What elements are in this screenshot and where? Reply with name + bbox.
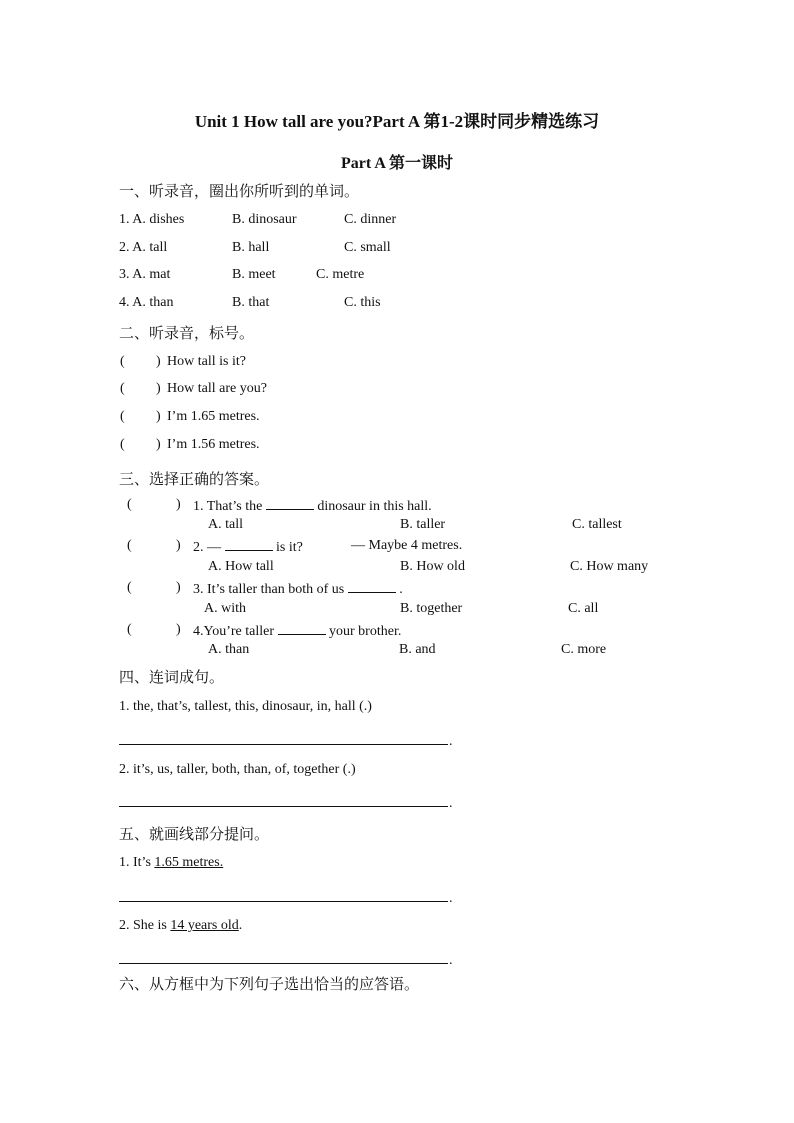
s2-item-3: I’m 1.65 metres.	[167, 409, 260, 424]
s3-q1-post: dinosaur in this hall.	[317, 499, 432, 514]
page-title: Unit 1 How tall are you?Part A 第1-2课时同步精选练习	[194, 112, 600, 131]
s3-q2-option-c: C. How many	[570, 559, 649, 574]
s4-item-1: 1. the, that’s, tallest, this, dinosaur, in, hall (.)	[119, 699, 372, 714]
s4-answer-period-2: .	[449, 796, 453, 811]
s2-paren-open-1: (	[120, 354, 125, 369]
section-4-heading: 四、连词成句。	[119, 668, 225, 686]
s3-q1-option-b: B. taller	[400, 517, 446, 532]
s5-item-1-underlined: 1.65 metres.	[154, 855, 224, 870]
s3-q4-paren-open: (	[127, 622, 132, 637]
s1-row3-b: B. meet	[232, 267, 276, 282]
s5-item-2-underlined: 14 years old	[170, 918, 239, 933]
s3-q3-option-b: B. together	[400, 601, 463, 616]
s5-answer-period-1: .	[449, 891, 453, 906]
s2-paren-open-2: (	[120, 381, 125, 396]
s4-answer-line-2[interactable]	[119, 806, 448, 807]
section-5-heading: 五、就画线部分提问。	[119, 825, 270, 843]
s5-item-2	[119, 918, 242, 934]
s5-answer-period-2: .	[449, 953, 453, 968]
s3-q3-paren-close: )	[176, 580, 181, 595]
s3-q3-option-c: C. all	[568, 601, 599, 616]
s4-answer-period-1: .	[449, 734, 453, 749]
s3-q2-post: is it?	[276, 540, 303, 555]
s3-q4-paren-close: )	[176, 622, 181, 637]
s1-row2-c: C. small	[344, 240, 391, 255]
s3-q3-paren-open: (	[127, 580, 132, 595]
s3-q1-pre: 1. That’s the	[193, 499, 263, 514]
s2-item-4: I’m 1.56 metres.	[167, 437, 260, 452]
s3-q1-paren-close: )	[176, 497, 181, 512]
s1-row1-c: C. dinner	[344, 212, 397, 227]
s3-q2-pre: 2. —	[193, 540, 221, 555]
section-2-heading: 二、听录音，标号。	[119, 324, 255, 342]
s5-item-2-pre: 2. She is	[119, 918, 167, 933]
s3-q4-stem	[193, 622, 401, 640]
s1-row4-b: B. that	[232, 295, 270, 310]
s3-q4-post: your brother.	[329, 624, 402, 639]
s2-paren-close-3: )	[156, 409, 161, 424]
s1-row1-b: B. dinosaur	[232, 212, 297, 227]
s3-q3-pre: 3. It’s taller than both of us	[193, 582, 345, 597]
s3-q2-blank[interactable]	[225, 538, 273, 551]
section-1-heading: 一、听录音，圈出你所听到的单词。	[119, 182, 360, 200]
s3-q2-option-a: A. How tall	[208, 559, 274, 574]
s3-q2-stem	[193, 538, 303, 556]
s1-row4-c: C. this	[344, 295, 381, 310]
page-subtitle: Part A 第一课时	[341, 155, 453, 172]
section-6-heading: 六、从方框中为下列句子选出恰当的应答语。	[119, 975, 420, 993]
s1-row2-b: B. hall	[232, 240, 270, 255]
s3-q1-option-c: C. tallest	[572, 517, 622, 532]
s2-item-2: How tall are you?	[167, 381, 267, 396]
s1-row2-a: 2. A. tall	[119, 240, 168, 255]
s3-q2-paren-close: )	[176, 538, 181, 553]
s3-q4-blank[interactable]	[278, 622, 326, 635]
s3-q4-option-a: A. than	[208, 642, 250, 657]
s3-q3-option-a: A. with	[204, 601, 246, 616]
s2-paren-close-1: )	[156, 354, 161, 369]
s5-item-1-pre: 1. It’s	[119, 855, 151, 870]
s3-q1-paren-open: (	[127, 497, 132, 512]
s3-q1-blank[interactable]	[266, 497, 314, 510]
s5-answer-line-1[interactable]	[119, 901, 448, 902]
s2-paren-open-3: (	[120, 409, 125, 424]
s1-row4-a: 4. A. than	[119, 295, 174, 310]
s2-paren-close-2: )	[156, 381, 161, 396]
s5-item-1	[119, 855, 223, 871]
s2-item-1: How tall is it?	[167, 354, 246, 369]
s2-paren-close-4: )	[156, 437, 161, 452]
s3-q3-post: .	[399, 582, 403, 597]
s4-answer-line-1[interactable]	[119, 744, 448, 745]
s3-q2-paren-open: (	[127, 538, 132, 553]
s1-row3-c: C. metre	[316, 267, 365, 282]
s3-q4-option-b: B. and	[399, 642, 436, 657]
s3-q4-option-c: C. more	[561, 642, 607, 657]
s3-q3-blank[interactable]	[348, 580, 396, 593]
s3-q1-stem	[193, 497, 432, 515]
s3-q3-stem	[193, 580, 403, 598]
s2-paren-open-4: (	[120, 437, 125, 452]
s5-item-2-post: .	[238, 918, 243, 933]
s3-q4-pre: 4.You’re taller	[193, 624, 275, 639]
s5-answer-line-2[interactable]	[119, 963, 448, 964]
s3-q2-option-b: B. How old	[400, 559, 465, 574]
s1-row1-a: 1. A. dishes	[119, 212, 185, 227]
section-3-heading: 三、选择正确的答案。	[119, 470, 270, 488]
s3-q1-option-a: A. tall	[208, 517, 243, 532]
s4-item-2: 2. it’s, us, taller, both, than, of, together (.)	[119, 762, 356, 777]
s3-q2-answer: — Maybe 4 metres.	[351, 538, 463, 553]
s1-row3-a: 3. A. mat	[119, 267, 171, 282]
